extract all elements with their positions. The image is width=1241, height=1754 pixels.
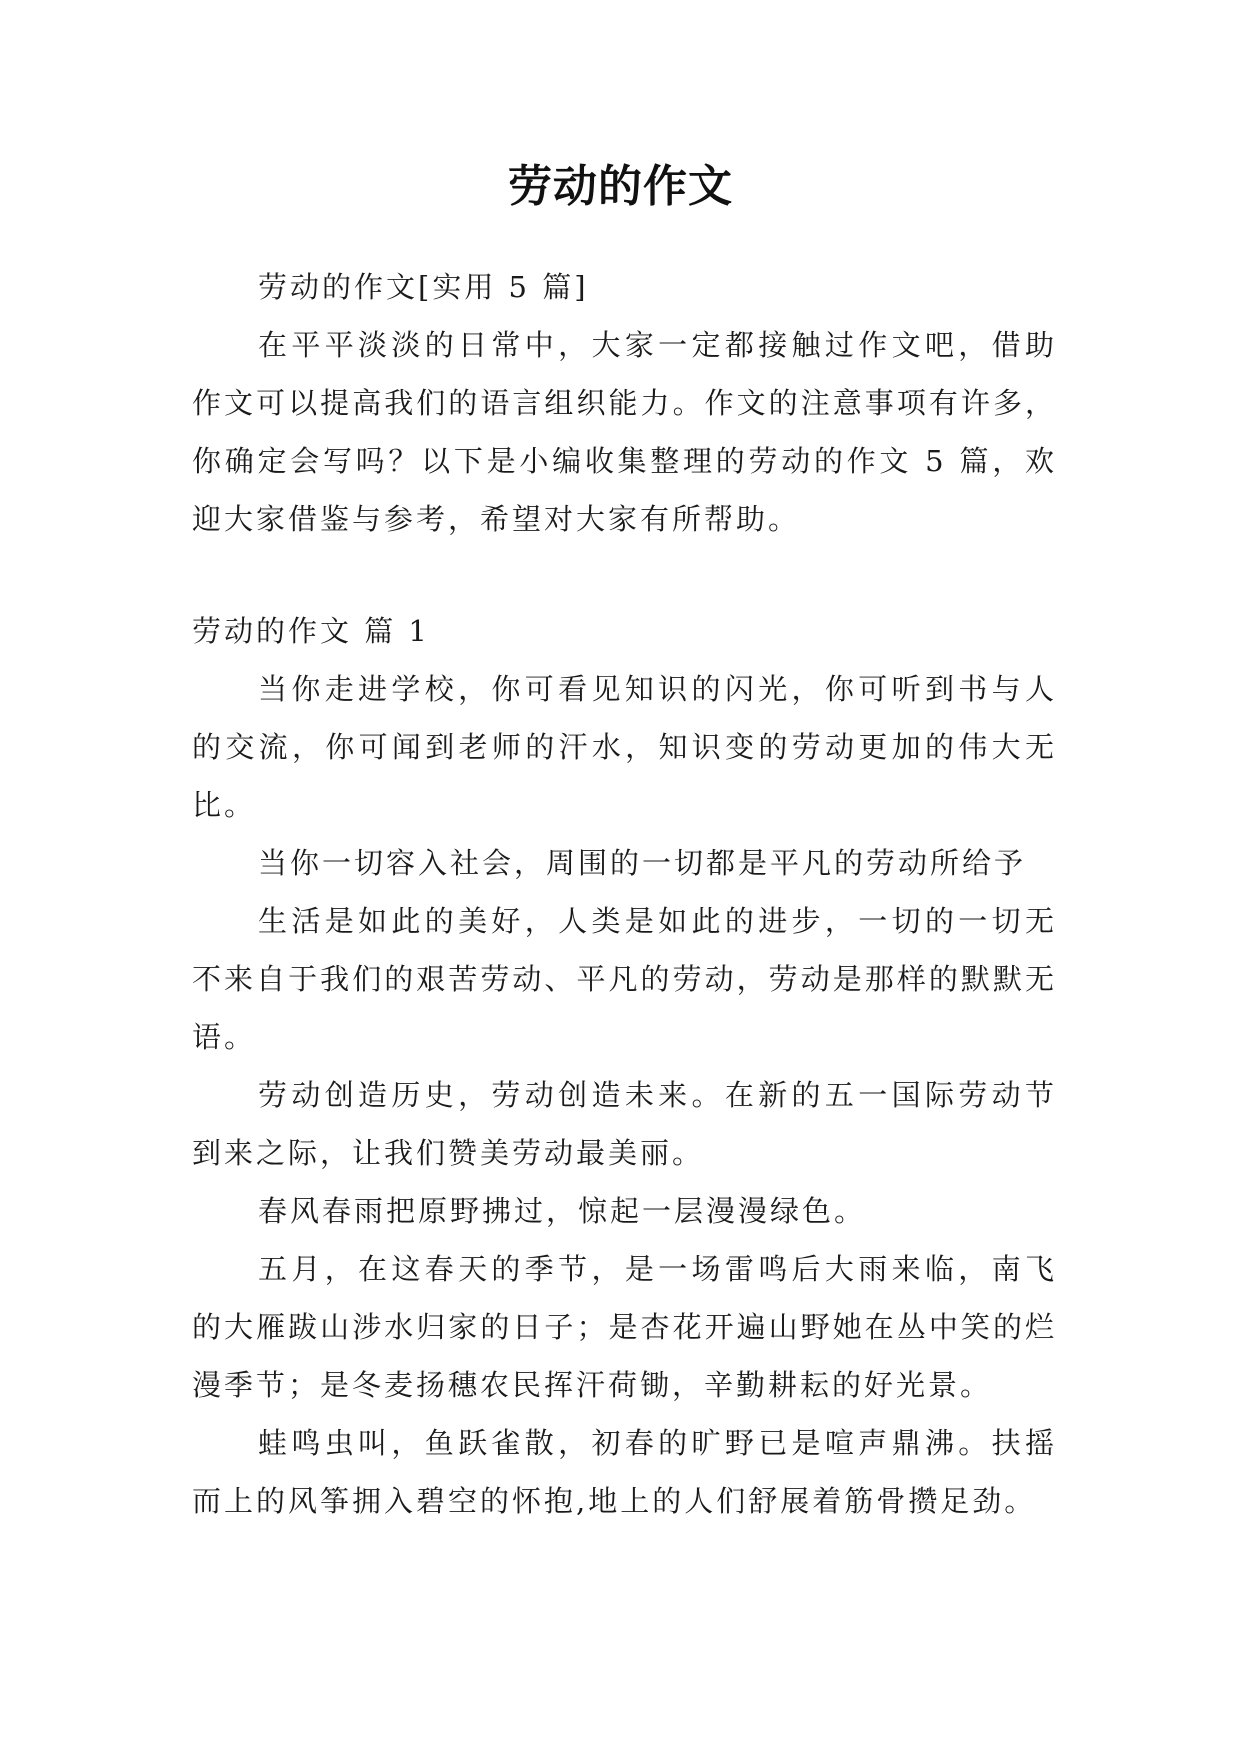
document-body bbox=[192, 258, 1057, 1530]
body-paragraph: 当你走进学校，你可看见知识的闪光，你可听到书与人的交流，你可闻到老师的汗水，知识变的劳动更加的伟大无比。 bbox=[192, 672, 1057, 822]
body-paragraph: 生活是如此的美好，人类是如此的进步，一切的一切无不来自于我们的艰苦劳动、平凡的劳动，劳动是那样的默默无语。 bbox=[192, 904, 1057, 1054]
document-title: 劳动的作文 bbox=[508, 161, 733, 212]
body-paragraph: 蛙鸣虫叫，鱼跃雀散，初春的旷野已是喧声鼎沸。扶摇而上的风筝拥入碧空的怀抱,地上的人们舒展着筋骨攒足劲。 bbox=[192, 1426, 1057, 1518]
body-paragraph: 春风春雨把原野拂过，惊起一层漫漫绿色。 bbox=[258, 1194, 867, 1228]
document-subtitle: 劳动的作文[实用 5 篇] bbox=[258, 270, 589, 304]
section-heading: 劳动的作文 篇 1 bbox=[192, 614, 430, 648]
body-paragraph: 当你一切容入社会，周围的一切都是平凡的劳动所给予 bbox=[258, 846, 1027, 880]
intro-paragraph: 在平平淡淡的日常中，大家一定都接触过作文吧，借助作文可以提高我们的语言组织能力。作文的注意事项有许多，你确定会写吗？以下是小编收集整理的劳动的作文 5 篇，欢迎大家借鉴与参考，希望对大家有所帮助。 bbox=[192, 328, 1057, 536]
body-paragraph: 劳动创造历史，劳动创造未来。在新的五一国际劳动节到来之际，让我们赞美劳动最美丽。 bbox=[192, 1078, 1057, 1170]
body-paragraph: 五月，在这春天的季节，是一场雷鸣后大雨来临，南飞的大雁跋山涉水归家的日子；是杏花开遍山野她在丛中笑的烂漫季节；是冬麦扬穗农民挥汗荷锄，辛勤耕耘的好光景。 bbox=[192, 1252, 1057, 1402]
